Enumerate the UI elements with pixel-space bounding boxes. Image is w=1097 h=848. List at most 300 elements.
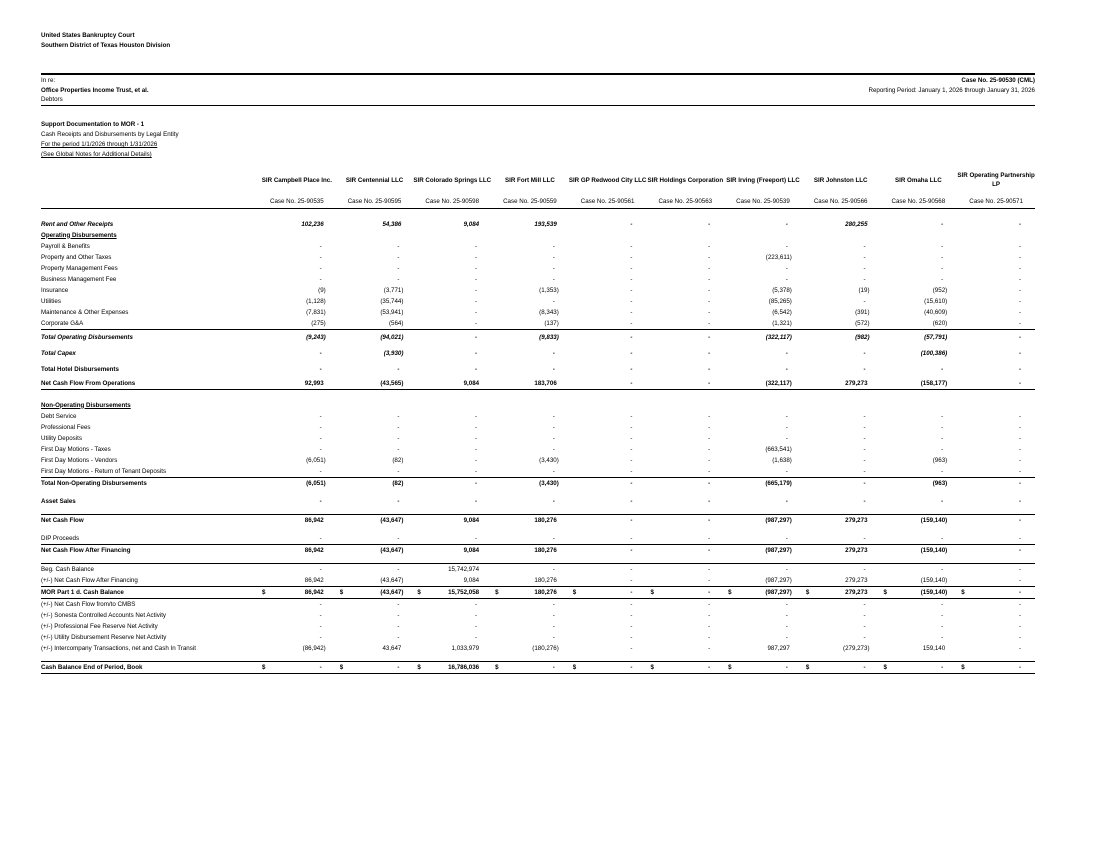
row-value	[802, 643, 880, 654]
table-row	[41, 632, 1035, 643]
cell-value: -	[319, 600, 322, 608]
cell-value: -	[630, 497, 633, 505]
row-value	[646, 610, 724, 621]
row-value	[336, 575, 414, 587]
row-value	[724, 422, 802, 433]
row-value	[724, 296, 802, 307]
row-value	[802, 252, 880, 263]
row-value	[413, 274, 491, 285]
row-value	[491, 422, 569, 433]
table-row	[41, 400, 1035, 411]
row-value	[957, 610, 1035, 621]
row-value	[491, 318, 569, 330]
cell-value: -	[785, 242, 788, 250]
table-row	[41, 466, 1035, 478]
row-value	[491, 330, 569, 347]
row-value	[880, 575, 958, 587]
cell-value: 279,273	[845, 516, 868, 524]
row-value	[569, 610, 647, 621]
row-value	[336, 496, 414, 507]
row-value	[413, 263, 491, 274]
entity-case-number: Case No. 25-90571	[957, 195, 1035, 209]
cell-value: -	[552, 445, 555, 453]
cell-value: -	[941, 622, 944, 630]
currency-symbol: $	[572, 588, 577, 596]
cell-value: -	[1018, 242, 1021, 250]
row-value	[258, 411, 336, 422]
spacer-cell	[41, 526, 1035, 533]
row-value	[957, 219, 1035, 230]
cell-value: -	[475, 334, 478, 341]
cell-value: 9,084	[463, 516, 480, 524]
entity-name: SIR Operating Partnership LP	[957, 172, 1035, 188]
cell-value: 15,742,974	[448, 565, 480, 573]
row-value	[957, 411, 1035, 422]
currency-symbol: $	[961, 588, 965, 596]
row-value	[802, 444, 880, 455]
row-value	[957, 515, 1035, 527]
row-value	[491, 515, 569, 527]
cell-value: 15,752,058	[448, 588, 480, 596]
row-value	[336, 219, 414, 230]
table-row	[41, 362, 1035, 378]
row-value	[880, 643, 958, 654]
row-value	[957, 252, 1035, 263]
cell-value: (86,942)	[302, 644, 326, 652]
spacer-cell	[41, 489, 1035, 496]
row-value	[336, 643, 414, 654]
row-value	[569, 241, 647, 252]
cell-value: (53,941)	[380, 308, 404, 316]
row-value	[957, 378, 1035, 390]
row-value	[413, 643, 491, 654]
entity-name: SIR Omaha LLC	[894, 176, 942, 184]
cell-value: -	[630, 534, 633, 542]
cell-value: -	[319, 253, 322, 261]
row-value	[491, 587, 569, 599]
spacer-row	[41, 526, 1035, 533]
table-row	[41, 455, 1035, 466]
row-label: Debt Service	[41, 412, 77, 420]
currency-symbol: $	[883, 663, 887, 671]
cell-value: -	[475, 253, 478, 261]
cell-value: (7,831)	[306, 308, 326, 316]
cell-value: -	[708, 516, 711, 524]
table-row	[41, 330, 1035, 347]
currency-symbol: $	[339, 588, 344, 596]
cell-value: -	[1018, 297, 1021, 305]
cell-value: -	[475, 633, 478, 641]
debtor-name: Office Properties Income Trust, et al.	[41, 87, 149, 94]
table-row	[41, 444, 1035, 455]
row-value	[646, 411, 724, 422]
cell-value: -	[863, 534, 866, 542]
row-value	[569, 545, 647, 557]
row-value	[491, 444, 569, 455]
row-value	[957, 662, 1035, 674]
cell-value: -	[708, 565, 711, 573]
row-value	[569, 274, 647, 285]
cell-value: -	[397, 242, 400, 250]
currency-symbol: $	[495, 588, 499, 596]
row-value	[569, 219, 647, 230]
row-label: Maintenance & Other Expenses	[41, 308, 129, 316]
row-value	[957, 285, 1035, 296]
cell-value: -	[1018, 275, 1021, 283]
row-label: Payroll & Benefits	[41, 242, 90, 250]
row-value	[413, 433, 491, 444]
cell-value: -	[630, 297, 633, 305]
entity-name: SIR Colorado Springs LLC	[413, 176, 492, 184]
cell-value: -	[863, 565, 866, 573]
row-value	[957, 496, 1035, 507]
cell-value: (85,265)	[768, 297, 792, 305]
row-value	[880, 599, 958, 611]
row-value	[491, 610, 569, 621]
table-row	[41, 318, 1035, 330]
cell-value: -	[475, 456, 478, 464]
row-value	[802, 307, 880, 318]
cell-value: (3,430)	[539, 479, 559, 487]
cell-value: -	[941, 253, 944, 261]
row-value	[724, 444, 802, 455]
cell-value: -	[785, 434, 788, 442]
row-value	[491, 575, 569, 587]
row-value	[724, 433, 802, 444]
cell-value: -	[475, 286, 478, 294]
cell-value: -	[863, 633, 866, 641]
cell-value: 1,033,979	[451, 644, 480, 652]
cell-value: -	[630, 242, 633, 250]
row-label: First Day Motions - Vendors	[41, 456, 118, 464]
cell-value: (57,791)	[924, 334, 948, 341]
cell-value: (5,378)	[772, 286, 792, 294]
cell-value: -	[475, 479, 478, 487]
cash-flow-table	[41, 165, 1035, 674]
row-value	[569, 285, 647, 296]
cell-value: -	[708, 445, 711, 453]
row-value	[646, 496, 724, 507]
currency-symbol: $	[805, 663, 810, 671]
cell-value: -	[630, 644, 633, 652]
row-value	[569, 318, 647, 330]
row-value	[569, 296, 647, 307]
cell-value: (620)	[932, 319, 948, 327]
row-value	[646, 575, 724, 587]
cell-value: -	[397, 622, 400, 630]
cell-value: -	[708, 308, 711, 316]
row-value	[336, 564, 414, 576]
cell-value: -	[552, 467, 555, 475]
cell-value: -	[319, 497, 322, 505]
cell-value: -	[1018, 588, 1021, 596]
cell-value: 193,539	[534, 220, 557, 228]
row-value	[802, 296, 880, 307]
cell-value: (159,140)	[920, 588, 948, 596]
row-value	[491, 496, 569, 507]
cell-value: -	[319, 423, 322, 431]
row-value	[802, 400, 880, 411]
row-value	[646, 564, 724, 576]
cell-value: -	[630, 220, 633, 228]
cell-value: -	[630, 434, 633, 442]
row-value	[724, 564, 802, 576]
row-value	[724, 241, 802, 252]
row-value	[957, 307, 1035, 318]
row-value	[258, 422, 336, 433]
cell-value: -	[785, 467, 788, 475]
row-value	[413, 400, 491, 411]
row-value	[880, 455, 958, 466]
cell-value: (94,021)	[380, 334, 404, 341]
row-value	[646, 318, 724, 330]
row-label: Total Operating Disbursements	[41, 334, 133, 341]
table-row	[41, 478, 1035, 490]
row-value	[336, 610, 414, 621]
row-value	[957, 564, 1035, 576]
debtors-label: Debtors	[41, 96, 63, 103]
row-value	[258, 621, 336, 632]
row-value	[258, 400, 336, 411]
table-row	[41, 263, 1035, 274]
row-value	[880, 632, 958, 643]
cell-value: (223,611)	[765, 253, 792, 261]
row-value	[491, 632, 569, 643]
row-value	[880, 263, 958, 274]
cell-value: -	[708, 633, 711, 641]
row-value	[258, 433, 336, 444]
row-value	[724, 575, 802, 587]
cell-value: -	[630, 467, 633, 475]
row-value	[258, 564, 336, 576]
row-value	[569, 564, 647, 576]
row-value	[569, 533, 647, 545]
row-value	[258, 662, 336, 674]
row-value	[413, 632, 491, 643]
entity-case-number: Case No. 25-90568	[880, 195, 958, 209]
row-value	[569, 575, 647, 587]
cell-value: -	[630, 546, 633, 554]
table-row	[41, 296, 1035, 307]
table-row	[41, 433, 1035, 444]
row-value	[880, 252, 958, 263]
row-value	[646, 274, 724, 285]
row-value	[491, 478, 569, 490]
row-value	[802, 662, 880, 674]
cell-value: (15,610)	[924, 297, 948, 305]
table-row	[41, 564, 1035, 576]
row-value	[646, 455, 724, 466]
entity-case-number: Case No. 25-90563	[646, 195, 724, 209]
row-value	[802, 274, 880, 285]
cell-value: 279,273	[845, 379, 868, 387]
cell-value: -	[552, 663, 555, 671]
cell-value: -	[630, 456, 633, 464]
cell-value: (19)	[858, 286, 870, 294]
cell-value: -	[785, 633, 788, 641]
row-value	[724, 411, 802, 422]
cell-value: -	[397, 275, 400, 283]
cell-value: -	[941, 434, 944, 442]
cell-value: -	[863, 611, 866, 619]
entity-case-number: Case No. 25-90598	[413, 195, 491, 209]
row-value	[336, 307, 414, 318]
cell-value: -	[785, 423, 788, 431]
row-value	[957, 533, 1035, 545]
row-label: Property and Other Taxes	[41, 253, 112, 261]
spacer-cell	[41, 654, 1035, 662]
cell-value: -	[941, 445, 944, 453]
row-value	[569, 411, 647, 422]
row-value	[491, 378, 569, 390]
cell-value: -	[785, 497, 788, 505]
doc-notes-link[interactable]: (See Global Notes for Additional Details)	[41, 151, 152, 158]
row-label: Business Management Fee	[41, 275, 117, 283]
currency-symbol: $	[417, 588, 421, 596]
entity-name: SIR Fort Mill LLC	[505, 176, 555, 184]
cell-value: -	[863, 253, 866, 261]
spacer-row	[41, 507, 1035, 515]
row-value	[802, 318, 880, 330]
cell-value: -	[708, 334, 711, 341]
cell-value: 280,255	[845, 220, 868, 228]
row-value	[724, 330, 802, 347]
cell-value: -	[475, 423, 478, 431]
row-value	[569, 662, 647, 674]
cell-value: (9,243)	[306, 334, 326, 341]
currency-symbol: $	[572, 663, 577, 671]
cell-value: 9,084	[463, 379, 480, 387]
cell-value: (322,117)	[765, 334, 792, 341]
header-spacer	[41, 195, 258, 209]
row-value	[491, 285, 569, 296]
cell-value: -	[863, 242, 866, 250]
cell-value: -	[630, 622, 633, 630]
row-value	[802, 378, 880, 390]
row-value	[258, 378, 336, 390]
row-value	[724, 643, 802, 654]
row-value	[413, 564, 491, 576]
cell-value: -	[1018, 264, 1021, 272]
row-value	[569, 330, 647, 347]
cell-value: 183,706	[534, 379, 557, 387]
cell-value: -	[1018, 534, 1021, 542]
row-value	[646, 346, 724, 362]
cell-value: -	[397, 663, 400, 671]
row-value	[646, 422, 724, 433]
cell-value: 279,273	[845, 546, 868, 554]
cell-value: -	[552, 264, 555, 272]
cell-value: -	[630, 412, 633, 420]
cell-value: -	[552, 534, 555, 542]
cell-value: -	[785, 412, 788, 420]
cell-value: -	[397, 423, 400, 431]
row-value	[258, 318, 336, 330]
row-value	[880, 400, 958, 411]
row-value	[336, 263, 414, 274]
cell-value: -	[708, 456, 711, 464]
row-value	[569, 422, 647, 433]
row-value	[336, 533, 414, 545]
cell-value: -	[552, 275, 555, 283]
row-value	[724, 400, 802, 411]
row-value	[491, 599, 569, 611]
row-value	[802, 362, 880, 378]
row-value	[724, 632, 802, 643]
cell-value: -	[475, 264, 478, 272]
row-value	[880, 411, 958, 422]
cell-value: -	[319, 565, 322, 573]
cell-value: -	[708, 534, 711, 542]
row-value	[880, 515, 958, 527]
cell-value: -	[941, 412, 944, 420]
row-value	[336, 400, 414, 411]
row-label: DIP Proceeds	[41, 533, 258, 545]
row-label: Utilities	[41, 297, 61, 305]
cell-value: (3,930)	[383, 350, 404, 357]
currency-symbol: $	[805, 588, 810, 596]
cell-value: -	[708, 412, 711, 420]
row-value	[957, 632, 1035, 643]
cell-value: (279,273)	[843, 644, 870, 652]
row-value	[569, 643, 647, 654]
row-value	[258, 533, 336, 545]
spacer-row	[41, 654, 1035, 662]
cell-value: -	[319, 633, 322, 641]
cell-value: 279,273	[845, 576, 868, 584]
cell-value: -	[1018, 445, 1021, 453]
cell-value: -	[552, 242, 555, 250]
cell-value: -	[397, 253, 400, 261]
cell-value: -	[475, 319, 478, 327]
row-value	[724, 466, 802, 478]
cell-value: -	[785, 622, 788, 630]
row-value	[258, 274, 336, 285]
row-label: Beg. Cash Balance	[41, 564, 258, 576]
in-re-label: In re:	[41, 77, 56, 84]
cell-value: -	[708, 423, 711, 431]
doc-title: Support Documentation to MOR - 1	[41, 121, 145, 128]
currency-symbol: $	[262, 663, 266, 671]
cell-value: -	[941, 366, 944, 373]
row-value	[957, 318, 1035, 330]
row-value	[413, 599, 491, 611]
row-value	[802, 632, 880, 643]
row-value	[646, 263, 724, 274]
entity-case-number: Case No. 25-90559	[491, 195, 569, 209]
row-value	[646, 433, 724, 444]
table-row	[41, 545, 1035, 557]
cell-value: -	[863, 434, 866, 442]
row-value	[258, 610, 336, 621]
row-value	[569, 478, 647, 490]
cell-value: -	[1018, 663, 1021, 671]
table-row	[41, 378, 1035, 390]
cell-value: -	[785, 663, 788, 671]
cell-value: -	[319, 264, 322, 272]
row-value	[413, 346, 491, 362]
cell-value: -	[785, 275, 788, 283]
row-value	[802, 422, 880, 433]
row-value	[569, 307, 647, 318]
cell-value: (8,343)	[539, 308, 559, 316]
row-value	[957, 241, 1035, 252]
row-value	[336, 466, 414, 478]
cell-value: (82)	[392, 479, 404, 487]
row-value	[880, 307, 958, 318]
cell-value: -	[475, 412, 478, 420]
row-value	[802, 621, 880, 632]
